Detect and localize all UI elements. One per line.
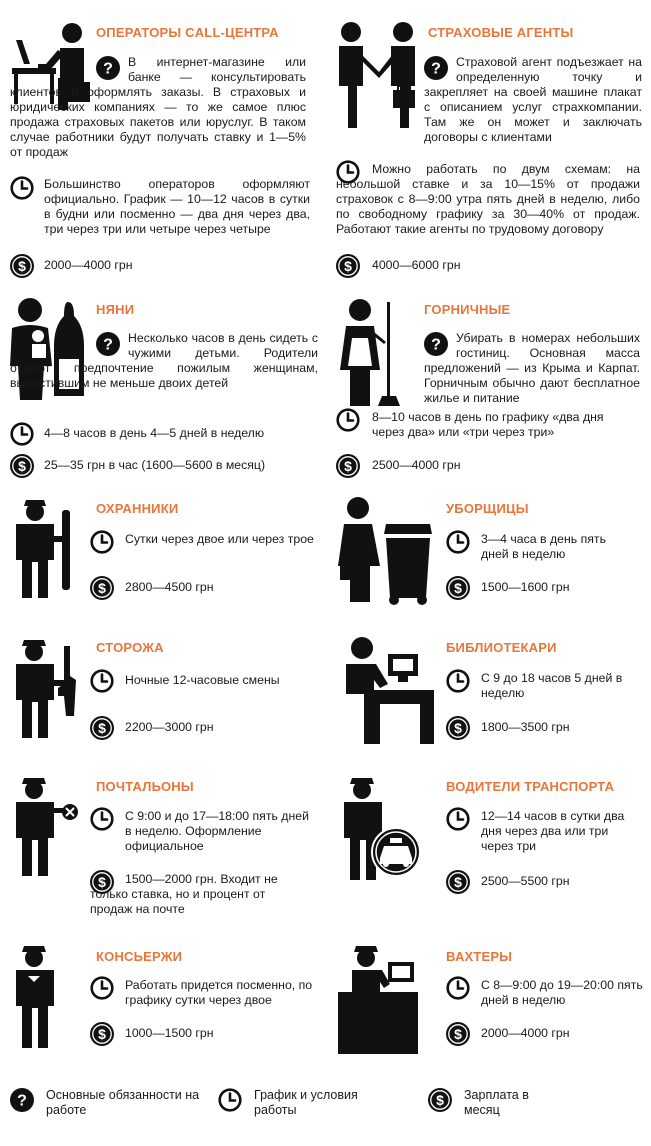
card-title: ОПЕРАТОРЫ CALL-ЦЕНТРА	[96, 25, 279, 40]
schedule-text: Сутки через двое или через трое	[125, 532, 314, 546]
schedule-text: Работать придется посменно, по графику сутки через двое	[125, 978, 313, 1007]
schedule-text: Большинство операторов оформляют официально. График — 10—12 часов в сутки в будни или посменно — два дня через два, три через три или четыре через четыре	[44, 177, 310, 236]
clock-icon	[446, 807, 470, 831]
clock-icon	[218, 1088, 242, 1112]
dollar-coin-icon	[90, 1022, 114, 1046]
schedule-text: 3—4 часа в день пять дней в неделю	[481, 532, 606, 561]
clock-icon	[90, 976, 114, 1000]
dollar-coin-icon	[428, 1088, 452, 1112]
salary-text: 4000—6000 грн	[372, 258, 461, 272]
security-guard-pictogram	[8, 496, 72, 600]
dollar-coin-icon	[446, 576, 470, 600]
dollar-coin-icon	[446, 870, 470, 894]
librarian-pictogram	[336, 634, 436, 744]
dollar-coin-icon	[90, 716, 114, 740]
card-title: ВОДИТЕЛИ ТРАНСПОРТА	[446, 779, 615, 794]
question-mark-icon	[96, 332, 120, 356]
card-title: НЯНИ	[96, 302, 135, 317]
card-title: УБОРЩИЦЫ	[446, 501, 529, 516]
duties-text: Убирать в номерах небольших гостиниц. Основная масса предложений — из Крыма и Карпат. Горничным обычно дают бесплатное жилье и питание	[424, 331, 640, 405]
salary-text: 1500—2000 грн. Входит не только ставка, но и процент от продаж на почте	[90, 872, 278, 916]
question-mark-icon	[10, 1088, 34, 1112]
schedule-text: С 8—9:00 до 19—20:00 пять дней в неделю	[481, 978, 643, 1007]
dollar-coin-icon	[10, 454, 34, 478]
clock-icon	[90, 807, 114, 831]
clock-icon	[90, 669, 114, 693]
card-title: СТРАХОВЫЕ АГЕНТЫ	[428, 25, 574, 40]
card-title: СТОРОЖА	[96, 640, 164, 655]
dollar-coin-icon	[336, 454, 360, 478]
salary-text: 2200—3000 грн	[125, 720, 214, 734]
question-mark-icon	[96, 56, 120, 80]
dollar-coin-icon	[336, 254, 360, 278]
watchman-pictogram	[8, 636, 78, 740]
driver-pictogram	[336, 774, 422, 884]
clock-icon	[10, 422, 34, 446]
maid-pictogram	[334, 296, 410, 408]
card-title: ОХРАННИКИ	[96, 501, 179, 516]
dollar-coin-icon	[90, 576, 114, 600]
clock-icon	[90, 530, 114, 554]
salary-text: 2000—4000 грн	[481, 1026, 570, 1040]
handshake-pictogram	[335, 20, 419, 130]
duties-text: Несколько часов в день сидеть с чужими детьми. Родители отдают предпочтение пожилым женщинам, вырастившим не меньше двоих детей	[10, 331, 318, 390]
schedule-text: Можно работать по двум схемам: на небольшой ставке и за 10—15% от продажи страховок с 8—9:00 утра пять дней в неделю, либо по свободному графику за 30—40% от продаж. Работают такие агенты по трудовому договору	[336, 162, 640, 236]
card-title: КОНСЬЕРЖИ	[96, 949, 183, 964]
schedule-text: С 9:00 и до 17—18:00 пять дней в неделю. Оформление официальное	[125, 809, 309, 853]
card-title: ПОЧТАЛЬОНЫ	[96, 779, 194, 794]
dollar-coin-icon	[10, 254, 34, 278]
clock-icon	[10, 176, 34, 200]
salary-text: 2000—4000 грн	[44, 258, 133, 272]
dollar-coin-icon	[446, 716, 470, 740]
question-mark-icon	[424, 332, 448, 356]
dollar-coin-icon	[446, 1022, 470, 1046]
concierge-pictogram	[8, 942, 68, 1052]
salary-text: 1000—1500 грн	[125, 1026, 214, 1040]
schedule-text: 4—8 часов в день 4—5 дней в неделю	[44, 426, 265, 440]
legend-salary-label: Зарплата в месяц	[464, 1088, 529, 1117]
salary-text: 1800—3500 грн	[481, 720, 570, 734]
salary-text: 2500—4000 грн	[372, 458, 461, 472]
cleaner-pictogram	[334, 494, 434, 606]
card-title: ВАХТЕРЫ	[446, 949, 513, 964]
schedule-text: 8—10 часов в день по графику «два дня через два» или «три через три»	[372, 410, 604, 439]
clock-icon	[446, 976, 470, 1000]
clock-icon	[446, 530, 470, 554]
schedule-text: 12—14 часов в сутки два дня через два или три через три	[481, 809, 625, 853]
legend-duties-label: Основные обязанности на работе	[46, 1088, 200, 1117]
question-mark-icon	[424, 56, 448, 80]
doorkeeper-pictogram	[336, 944, 420, 1054]
legend-schedule-label: График и условия работы	[254, 1088, 358, 1117]
duties-text: В интернет-магазине или банке — консультировать клиентов и оформлять заказы. В страховых и юридических компаниях — то же самое плюс продажа страховых пакетов или юруслуг. В таком случае работники будут получать ставку и 1—5% от продаж	[10, 55, 306, 159]
salary-text: 1500—1600 грн	[481, 580, 570, 594]
salary-text: 2500—5500 грн	[481, 874, 570, 888]
schedule-text: С 9 до 18 часов 5 дней в неделю	[481, 671, 623, 700]
clock-icon	[336, 408, 360, 432]
salary-text: 25—35 грн в час (1600—5600 в месяц)	[44, 458, 266, 472]
postman-pictogram	[8, 774, 80, 878]
card-title: ГОРНИЧНЫЕ	[424, 302, 511, 317]
duties-text: Страховой агент подъезжает на определенную точку и закрепляет на своей машине плакат с описанием услуг страхкомпании. Там же он может и заключать договоры с клиентами	[424, 55, 642, 144]
salary-text: 2800—4500 грн	[125, 580, 214, 594]
clock-icon	[446, 669, 470, 693]
schedule-text: Ночные 12-часовые смены	[125, 673, 280, 687]
card-title: БИБЛИОТЕКАРИ	[446, 640, 557, 655]
